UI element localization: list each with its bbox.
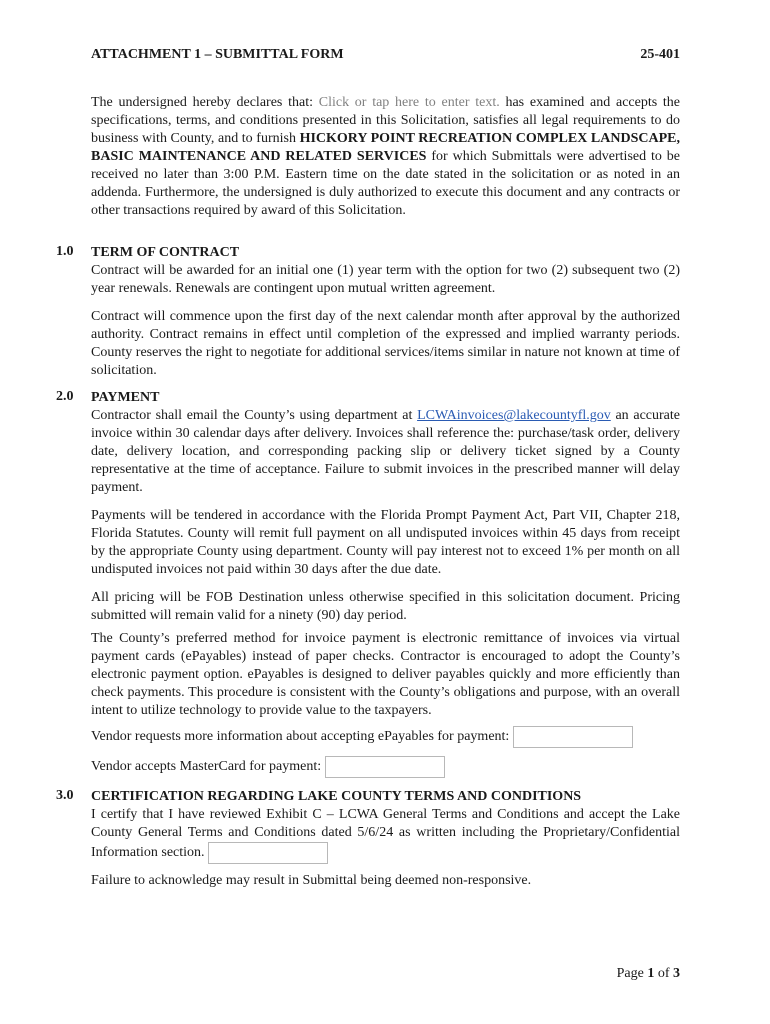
page-header <box>91 47 680 63</box>
epayables-label: Vendor requests more information about accepting ePayables for payment: <box>91 729 510 745</box>
header-title: ATTACHMENT 1 – SUBMITTAL FORM <box>91 47 344 62</box>
page-of: of <box>657 966 670 981</box>
section-2-number: 2.0 <box>56 389 74 404</box>
page-total: 3 <box>673 966 680 981</box>
intro-text-2: for which Submittals were advertised to be received no later than 3:00 P.M. Eastern time on the date stated in the solicitation or as noted in an addenda. Furthermore, the undersigned is duly authorized to execute this document and any contracts or other transactions required by award of this Solicitation. <box>91 149 680 218</box>
section-2-paragraph-4: The County’s preferred method for invoice payment is electronic remittance of invoices via virtual payment cards (ePayables) instead of paper checks. Contractor is encouraged to adopt the County’s electronic payment option. ePayables is designed to deliver payables quickly and more efficiently than check payments. This procedure is consistent with the County’s obligations and purpose, with an overall intent to utilize technology to provide value to the taxpayers. <box>91 631 680 718</box>
section-2-paragraph-1a: Contractor shall email the County’s using department at <box>91 408 413 423</box>
company-name-field[interactable]: Click or tap here to enter text. <box>318 95 500 110</box>
section-3-paragraph-1: I certify that I have reviewed Exhibit C – LCWA General Terms and Conditions and accept the Lake County General Terms and Conditions dated 5/6/24 as written including the Proprietary/Confidential Information section. <box>91 807 680 861</box>
solicitation-number: 25-401 <box>640 47 680 62</box>
mastercard-label: Vendor accepts MasterCard for payment: <box>91 759 322 775</box>
section-1-paragraph-1: Contract will be awarded for an initial one (1) year term with the option for two (2) subsequent two (2) year renewals. Renewals are contingent upon mutual written agreement. <box>91 263 680 296</box>
certification-field[interactable] <box>208 842 328 864</box>
section-3-number: 3.0 <box>56 788 74 803</box>
section-2 <box>91 389 680 497</box>
section-1-number: 1.0 <box>56 244 74 259</box>
section-1-title: TERM OF CONTRACT <box>91 245 240 260</box>
intro-lead: The undersigned hereby declares that: <box>91 95 313 110</box>
section-3-paragraph-2: Failure to acknowledge may result in Submittal being deemed non-responsive. <box>91 873 532 888</box>
mastercard-question <box>91 756 680 778</box>
intro-paragraph <box>91 94 680 220</box>
section-2-paragraph-1b: an accurate invoice within 30 calendar days after delivery. Invoices shall reference the: purchase/task order, delivery date, delivery location, and corresponding packing slip or delivery ticket signed by a County representative at the time of acceptance. Failure to submit invoices in the prescribed manner will delay payment. <box>91 408 681 495</box>
section-1 <box>91 244 680 298</box>
epayables-question <box>91 726 680 748</box>
section-2-title: PAYMENT <box>91 390 160 405</box>
section-2-paragraph-3: All pricing will be FOB Destination unless otherwise specified in this solicitation document. Pricing submitted will remain valid for a ninety (90) day period. <box>91 590 680 623</box>
project-name: HICKORY POINT RECREATION COMPLEX LANDSCAPE, BASIC MAINTENANCE AND RELATED SERVICES <box>91 131 680 164</box>
section-3-title: CERTIFICATION REGARDING LAKE COUNTY TERMS AND CONDITIONS <box>91 789 582 804</box>
section-2-paragraph-2: Payments will be tendered in accordance with the Florida Prompt Payment Act, Part VII, Chapter 218, Florida Statutes. County will remit full payment on all undisputed invoices within 45 days from receipt by the appropriate County using department. County will pay interest not to exceed 1% per month on all undisputed invoices not paid within 30 days after the due date. <box>91 508 680 577</box>
section-3 <box>91 788 680 864</box>
section-1-paragraph-2: Contract will commence upon the first day of the next calendar month after approval by the authorized authority. Contract remains in effect until completion of the expressed and implied warranty periods. County reserves the right to negotiate for additional services/items similar in nature not known at time of solicitation. <box>91 309 680 378</box>
page-footer <box>617 966 680 982</box>
intro-text-1: has examined and accepts the specifications, terms, and conditions presented in this Solicitation, satisfies all legal requirements to do business with County, and to furnish <box>91 95 681 146</box>
mastercard-answer-field[interactable] <box>325 756 445 778</box>
page-current: 1 <box>647 966 655 981</box>
epayables-answer-field[interactable] <box>513 726 633 748</box>
page-label: Page <box>616 966 644 981</box>
invoice-email-link[interactable]: LCWAinvoices@lakecountyfl.gov <box>417 408 611 423</box>
